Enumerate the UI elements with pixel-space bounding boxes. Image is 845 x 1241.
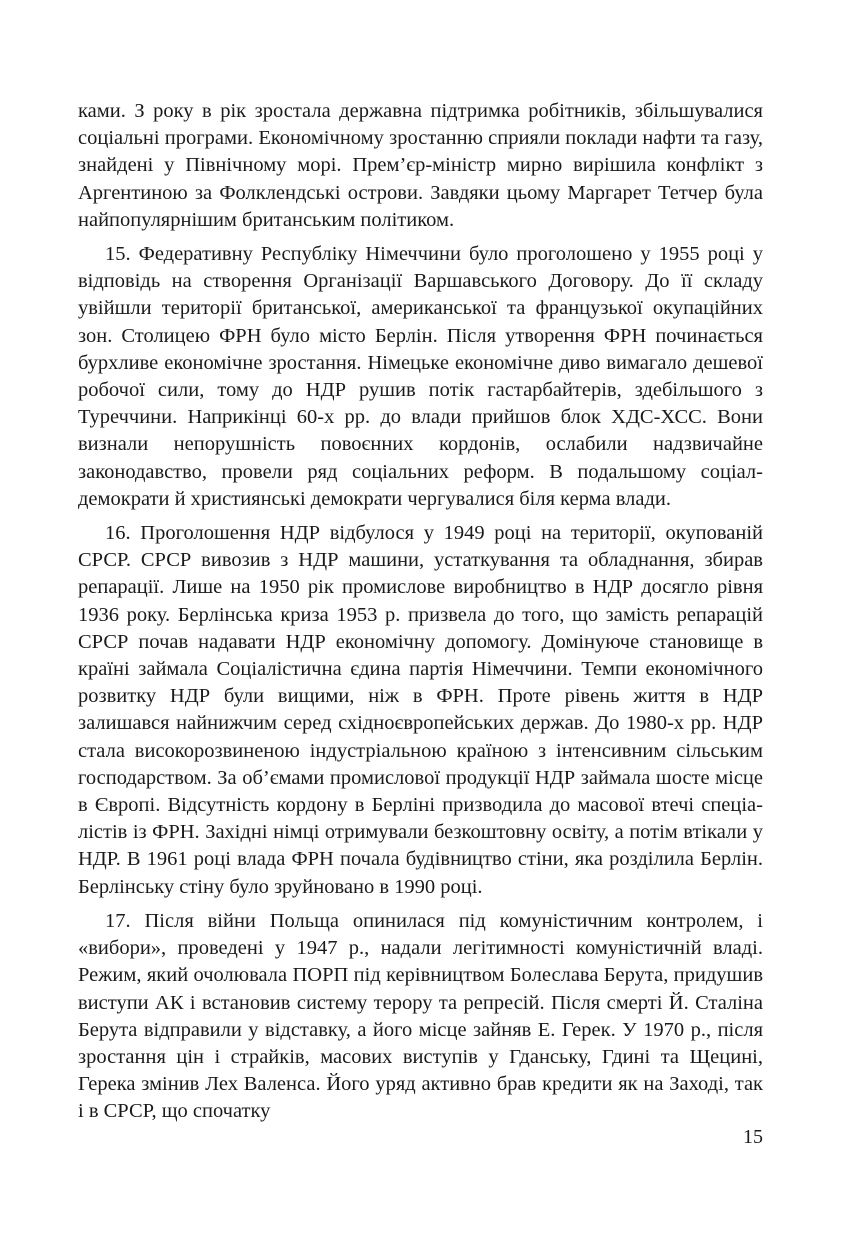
page-number: 15 — [743, 1126, 763, 1148]
paragraph-continuation: ками. З року в рік зростала державна підтримка робітників, збільшувалися соціальні програми. Економічному зростанню сприяли поклади нафти та газу, знайдені у Північному морі. Прем’єр-міністр мирно вирішила конфлікт з Аргентиною за Фолклендські острови. Завдяки цьому Маргарет Тетчер була найпопулярнішим британським політиком. — [78, 100, 763, 231]
paragraph-17: 17. Після війни Польща опинилася під комуністичним контролем, і «вибори», проведені у 1947 р., надали легітимності комуністичній владі. Режим, який очолювала ПОРП під керівництвом Болеслава Берута, придушив виступи АК і встановив систему терору та репресій. Після смерті Й. Сталіна Берута відправили у відставку, а його місце зайняв Е. Герек. У 1970 р., після зростання цін і страйків, масових виступів у Гданську, Гдині та Щецині, Герека змінив Лех Валенса. Його уряд активно брав кредити як на Заході, так і в СРСР, що спочатку — [78, 909, 763, 1123]
paragraph-15: 15. Федеративну Республіку Німеччини було проголошено у 1955 році у відповідь на створення Організації Варшавського Договору. До її складу увійшли території британської, американської та французької окупаційних зон. Столицею ФРН було місто Берлін. Після утворення ФРН починається бурхливе економічне зростання. Німецьке економічне диво вимагало дешевої робочої сили, тому до НДР рушив потік гастарбайтерів, здебільшого з Туреччини. Наприкінці 60-х рр. до влади прийшов блок ХДС-ХСС. Вони визнали непорушність повоєнних кордонів, ослабили надзвичайне законодавство, провели ряд соціальних реформ. В подальшому соціал-демократи й християнські демократи чергувалися біля керма влади. — [78, 243, 763, 510]
page-body — [78, 98, 763, 1133]
paragraph-16: 16. Проголошення НДР відбулося у 1949 році на території, окупованій СРСР. СРСР вивозив з НДР машини, устаткування та обладнання, збирав репарації. Лише на 1950 рік промислове виробництво в НДР досягло рівня 1936 року. Берлінська криза 1953 р. призвела до того, що замість репарацій СРСР почав надавати НДР економічну допомогу. Домінуюче становище в країні займала Соціалістична єдина партія Німеччини. Темпи економічного розвитку НДР були вищими, ніж в ФРН. Проте рівень життя в НДР залишався найнижчим серед східноєвропейських держав. До 1980-х рр. НДР стала високорозвиненою індустріальною країною з інтенсивним сільським господарством. За об’ємами промислової продукції НДР займала шосте місце в Європі. Відсутність кордону в Берліні призводила до масової втечі спеціалістів із ФРН. Західні німці отримували безкоштовну освіту, а потім втікали у НДР. В 1961 році влада ФРН почала будівництво стіни, яка розділила Берлін. Берлінську стіну було зруйновано в 1990 році. — [78, 522, 763, 898]
